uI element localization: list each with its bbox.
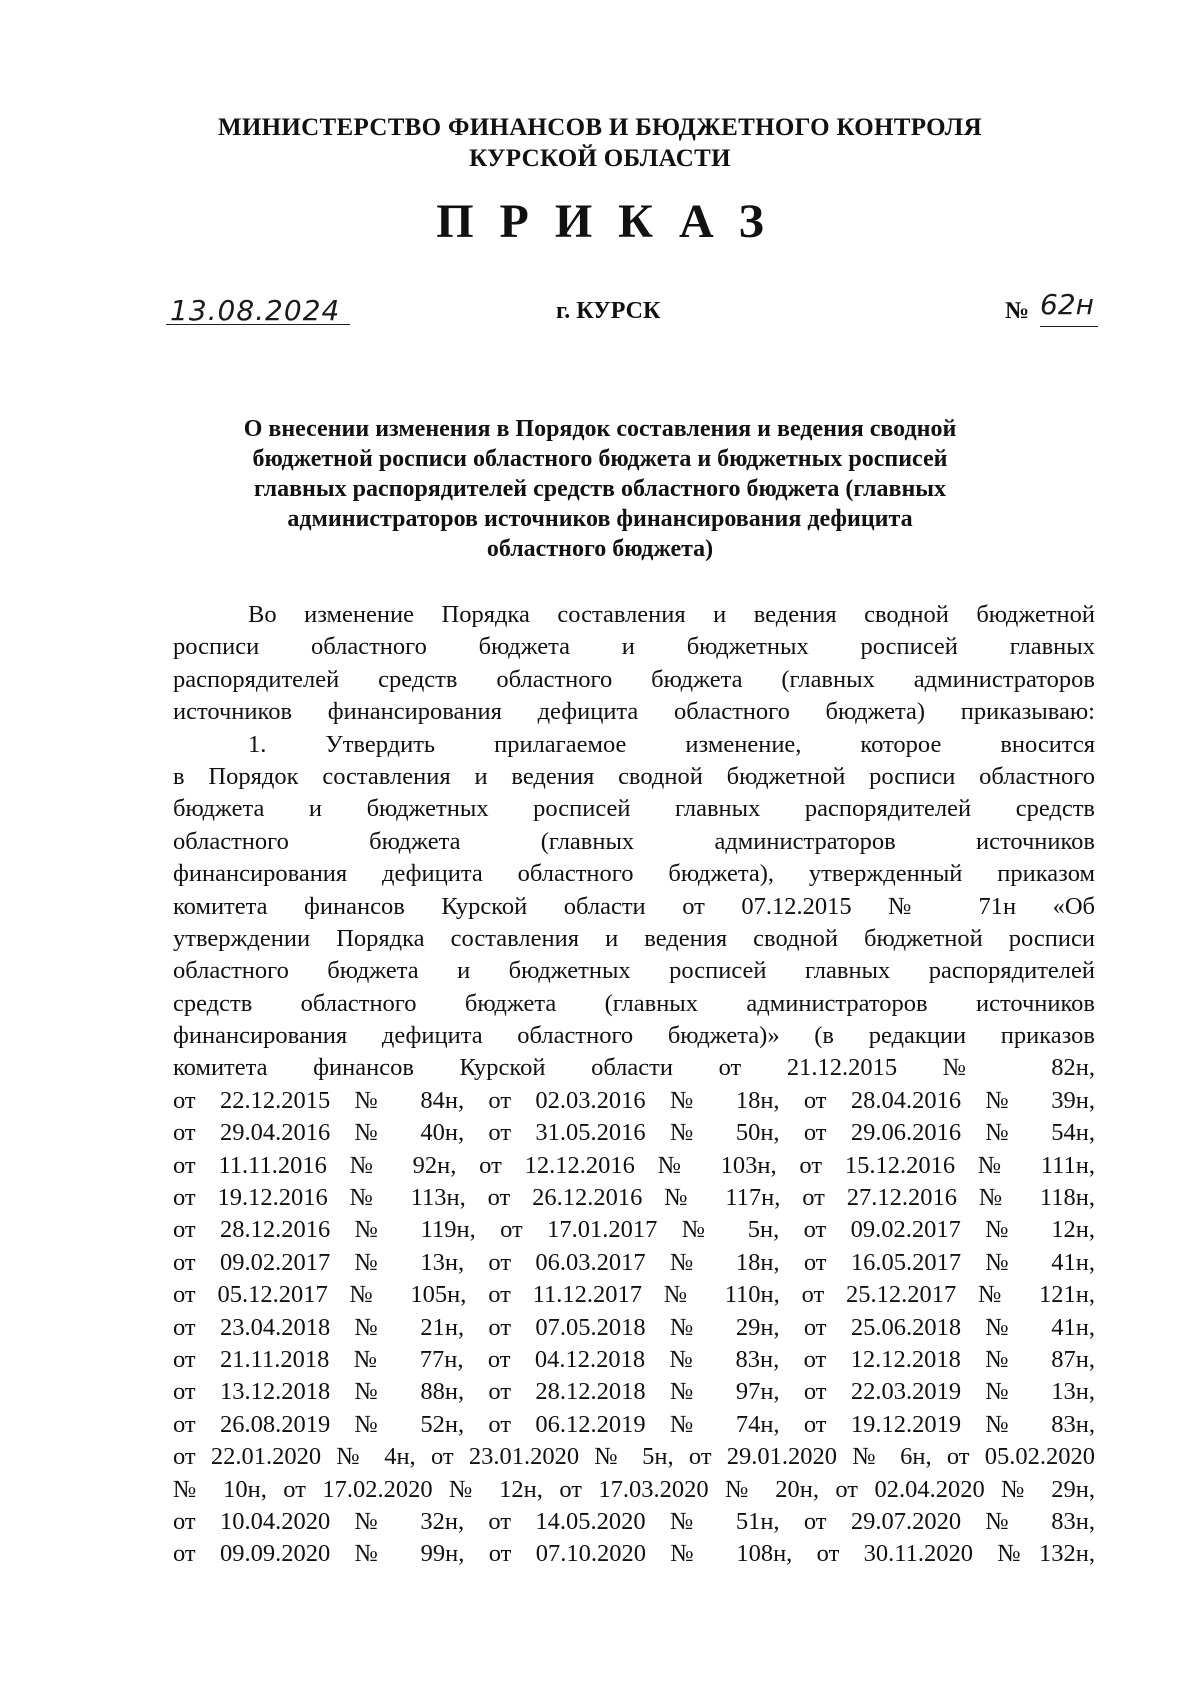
body-line: от 09.02.2017 № 13н, от 06.03.2017 № 18н, от 16.05.2017 № 41н,: [173, 1248, 1095, 1276]
body-line: Во изменение Порядка составления и ведения сводной бюджетной: [248, 601, 1095, 628]
number-underline: [1040, 326, 1098, 327]
body-line: средств областного бюджета (главных администраторов источников: [173, 989, 1095, 1017]
subject-line: администраторов источников финансирования дефицита: [287, 506, 913, 532]
body-line: от 22.01.2020 № 4н, от 23.01.2020 № 5н, от 29.01.2020 № 6н, от 05.02.2020: [173, 1443, 1095, 1471]
handwritten-number: 62н: [1040, 288, 1094, 321]
document-meta-row: [0, 288, 1200, 334]
body-line: от 29.04.2016 № 40н, от 31.05.2016 № 50н, от 29.06.2016 № 54н,: [173, 1119, 1095, 1147]
document-subject: [0, 414, 1200, 564]
body-line: от 10.04.2020 № 32н, от 14.05.2020 № 51н, от 29.07.2020 № 83н,: [173, 1507, 1095, 1535]
body-line: в Порядок составления и ведения сводной бюджетной росписи областного: [173, 762, 1095, 790]
body-line: комитета финансов Курской области от 21.12.2015 № 82н,: [173, 1054, 1095, 1082]
body-line: финансирования дефицита областного бюджета), утвержденный приказом: [173, 860, 1095, 888]
subject-line: бюджетной росписи областного бюджета и бюджетных росписей: [252, 446, 948, 472]
subject-line: О внесении изменения в Порядок составления и ведения сводной: [243, 416, 957, 442]
body-line: 1. Утвердить прилагаемое изменение, которое вносится: [248, 730, 1095, 758]
handwritten-date: 13.08.2024: [170, 294, 341, 327]
subject-line: областного бюджета): [486, 536, 714, 562]
body-line: от 22.12.2015 № 84н, от 02.03.2016 № 18н, от 28.04.2016 № 39н,: [173, 1086, 1095, 1114]
body-line: от 09.09.2020 № 99н, от 07.10.2020 № 108н, от 30.11.2020 №132н,: [173, 1540, 1095, 1568]
body-line: от 21.11.2018 № 77н, от 04.12.2018 № 83н, от 12.12.2018 № 87н,: [173, 1345, 1095, 1373]
body-line: источников финансирования дефицита областного бюджета) приказываю:: [173, 698, 1095, 726]
body-line: бюджета и бюджетных росписей главных распорядителей средств: [173, 795, 1095, 823]
ministry-region-line: КУРСКОЙ ОБЛАСТИ: [469, 145, 731, 172]
ministry-name-line: МИНИСТЕРСТВО ФИНАНСОВ И БЮДЖЕТНОГО КОНТРОЛЯ: [218, 114, 982, 141]
body-line: распорядителей средств областного бюджета (главных администраторов: [173, 665, 1095, 693]
body-line: от 28.12.2016 № 119н, от 17.01.2017 № 5н, от 09.02.2017 № 12н,: [173, 1216, 1095, 1244]
body-line: росписи областного бюджета и бюджетных росписей главных: [173, 633, 1095, 661]
body-line: от 26.08.2019 № 52н, от 06.12.2019 № 74н, от 19.12.2019 № 83н,: [173, 1410, 1095, 1438]
body-line: от 23.04.2018 № 21н, от 07.05.2018 № 29н, от 25.06.2018 № 41н,: [173, 1313, 1095, 1341]
document-body: [173, 599, 1095, 1571]
body-line: комитета финансов Курской области от 07.12.2015 № 71н «Об: [173, 892, 1095, 920]
subject-line: главных распорядителей средств областного бюджета (главных: [253, 476, 947, 502]
document-type-title: ПРИКАЗ: [436, 195, 790, 248]
body-line: от 11.11.2016 № 92н, от 12.12.2016 № 103н, от 15.12.2016 № 111н,: [173, 1151, 1095, 1179]
ministry-header: [0, 112, 1200, 174]
number-sign: №: [1005, 298, 1030, 324]
body-line: областного бюджета и бюджетных росписей главных распорядителей: [173, 957, 1095, 985]
body-line: от 05.12.2017 № 105н, от 11.12.2017 № 110н, от 25.12.2017 № 121н,: [173, 1281, 1095, 1309]
body-line: финансирования дефицита областного бюджета)» (в редакции приказов: [173, 1022, 1095, 1050]
body-line: областного бюджета (главных администраторов источников: [173, 827, 1095, 855]
body-line: от 13.12.2018 № 88н, от 28.12.2018 № 97н, от 22.03.2019 № 13н,: [173, 1378, 1095, 1406]
body-line: утверждении Порядка составления и ведения сводной бюджетной росписи: [173, 924, 1095, 952]
body-line: № 10н, от 17.02.2020 № 12н, от 17.03.2020 № 20н, от 02.04.2020 № 29н,: [173, 1475, 1095, 1503]
city-label: г. КУРСК: [556, 298, 661, 324]
body-line: от 19.12.2016 № 113н, от 26.12.2016 № 117н, от 27.12.2016 № 118н,: [173, 1184, 1095, 1212]
